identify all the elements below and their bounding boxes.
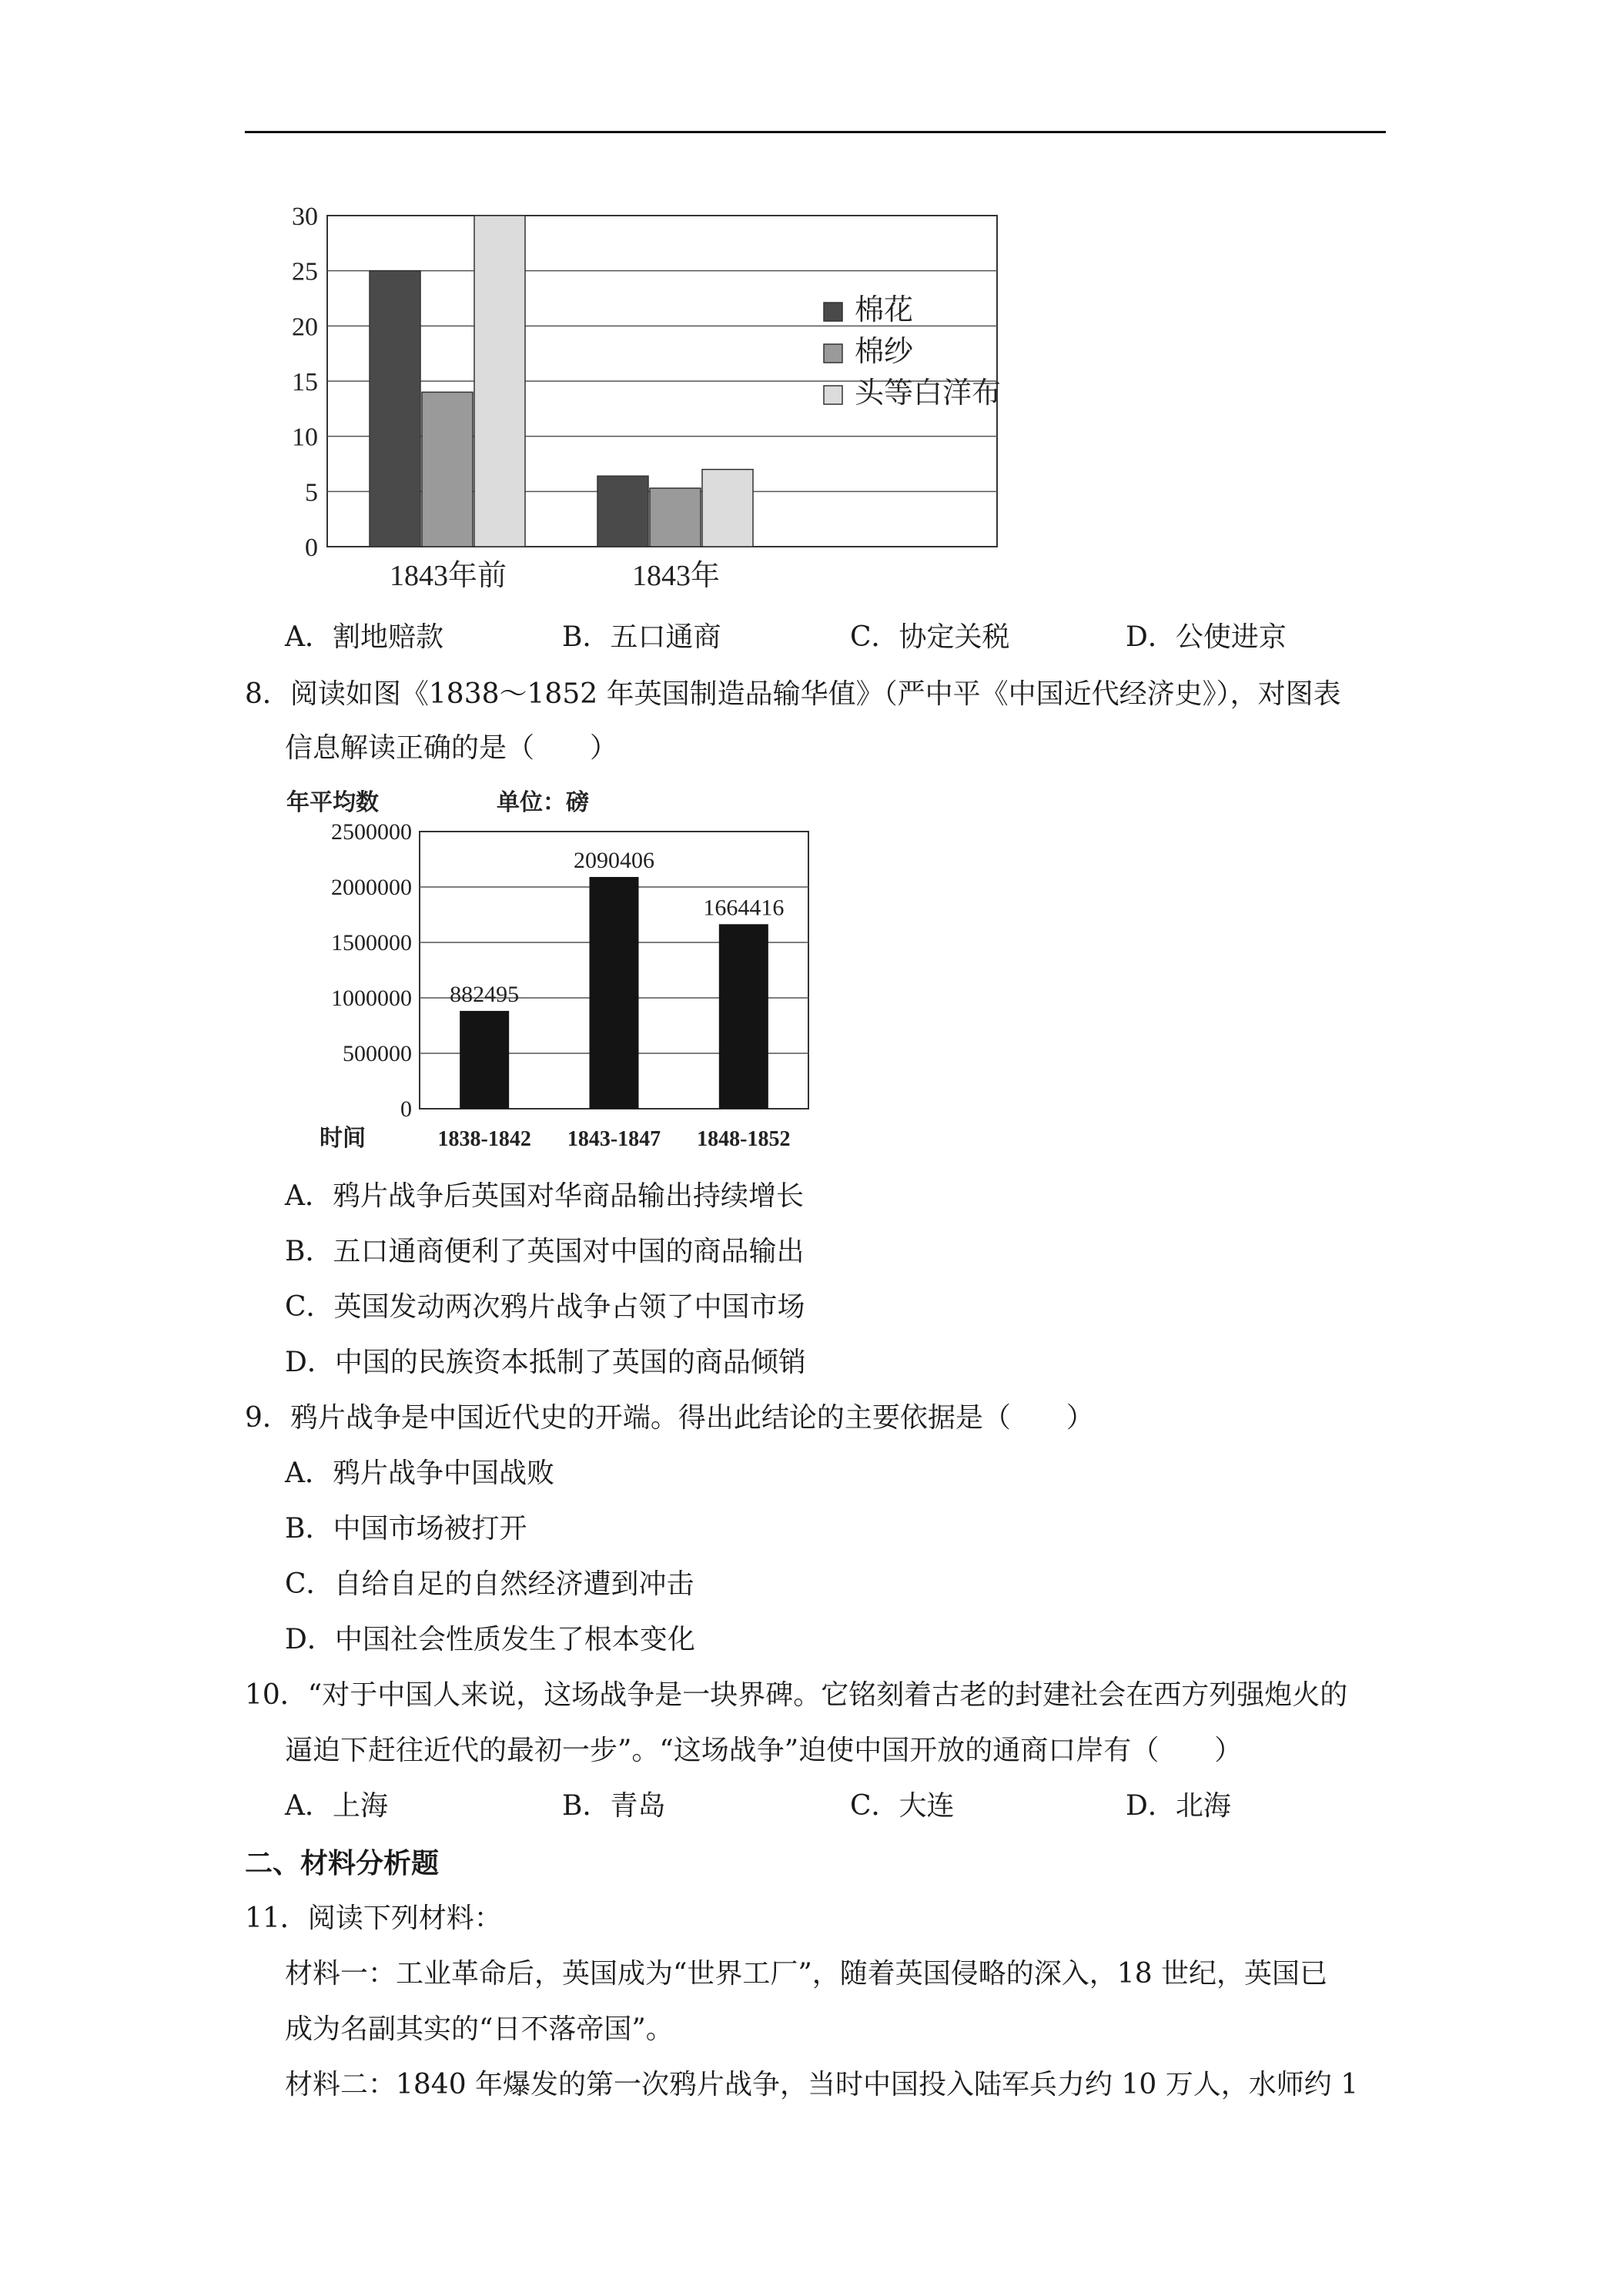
q7-option-a: A．割地赔款	[285, 621, 443, 653]
bar	[590, 877, 639, 1109]
x-tick-label: 1843年	[631, 560, 721, 592]
bar-头等白洋布	[474, 216, 525, 547]
y-tick-label: 1500000	[331, 930, 412, 956]
q10-option-b: B．青岛	[562, 1790, 666, 1822]
legend-swatch	[824, 344, 842, 363]
bar-棉纱	[422, 392, 473, 547]
legend-label: 棉花	[855, 294, 914, 326]
q9-option-c: C．自给自足的自然经济遭到冲击	[285, 1568, 694, 1600]
y-tick-label: 5	[305, 478, 318, 507]
q8-option-a: A．鸦片战争后英国对华商品输出持续增长	[285, 1180, 804, 1212]
q8-stem-line2: 信息解读正确的是（ ）	[285, 732, 618, 764]
y-tick-label: 500000	[343, 1041, 412, 1066]
legend-label: 头等白洋布	[855, 377, 1002, 410]
q9-option-a: A．鸦片战争中国战败	[285, 1458, 554, 1489]
y-tick-label: 2000000	[331, 875, 412, 900]
british-exports-bar-chart	[285, 785, 824, 1163]
x-tick-label: 1838-1842	[437, 1127, 531, 1151]
q10-stem-line2: 逼迫下赶往近代的最初一步”。“这场战争”迫使中国开放的通商口岸有（ ）	[285, 1735, 1243, 1766]
y-tick-label: 25	[292, 257, 318, 286]
y-tick-label: 15	[292, 368, 318, 397]
q10-option-c: C．大连	[850, 1790, 955, 1822]
bar-棉花	[597, 476, 648, 547]
bar-棉纱	[650, 488, 701, 547]
q10-option-d: D．北海	[1126, 1790, 1231, 1822]
q10-option-a: A．上海	[285, 1790, 388, 1822]
y-tick-label: 0	[400, 1096, 412, 1122]
q9-option-d: D．中国社会性质发生了根本变化	[285, 1624, 695, 1655]
q8-option-c: C．英国发动两次鸦片战争占领了中国市场	[285, 1291, 805, 1323]
y-tick-label: 0	[305, 534, 318, 562]
q11-material1-line1: 材料一：工业革命后，英国成为“世界工厂”，随着英国侵略的深入，18 世纪，英国已	[285, 1958, 1328, 1990]
q8-option-d: D．中国的民族资本抵制了英国的商品倾销	[285, 1347, 806, 1378]
q8-option-b: B．五口通商便利了英国对中国的商品输出	[285, 1236, 805, 1267]
section-title: 二、材料分析题	[245, 1847, 440, 1879]
x-tick-label: 1848-1852	[697, 1127, 791, 1151]
cotton-import-bar-chart	[262, 196, 1047, 604]
q7-option-b: B．五口通商	[562, 621, 721, 653]
unit-label: 单位：磅	[497, 790, 589, 815]
legend-label: 棉纱	[855, 336, 914, 368]
q7-option-c: C．协定关税	[850, 621, 1010, 653]
data-label: 882495	[450, 981, 520, 1007]
q9-option-b: B．中国市场被打开	[285, 1513, 527, 1545]
y-tick-label: 1000000	[331, 986, 412, 1011]
y-tick-label: 10	[292, 423, 318, 452]
q11-material1-line2: 成为名副其实的“日不落帝国”。	[285, 2013, 674, 2045]
x-axis-label: 时间	[320, 1126, 366, 1151]
q7-option-d: D．公使进京	[1126, 621, 1287, 653]
y-axis-label: 年平均数	[286, 790, 379, 815]
legend-swatch	[824, 386, 842, 404]
header-rule	[245, 131, 1386, 133]
bar	[460, 1011, 509, 1109]
legend-swatch	[824, 303, 842, 321]
bar	[719, 924, 768, 1109]
data-label: 1664416	[703, 895, 785, 921]
q11-stem: 11．阅读下列材料：	[245, 1903, 502, 1934]
y-tick-label: 2500000	[331, 819, 412, 845]
q8-stem-line1: 8．阅读如图《1838～1852 年英国制造品输华值》（严中平《中国近代经济史》），对图表	[245, 678, 1341, 710]
y-tick-label: 30	[292, 202, 318, 231]
q10-stem-line1: 10．“对于中国人来说，这场战争是一块界碑。它铭刻着古老的封建社会在西方列强炮火的	[245, 1679, 1348, 1711]
q9-stem: 9．鸦片战争是中国近代史的开端。得出此结论的主要依据是（ ）	[245, 1402, 1094, 1434]
bar-棉花	[370, 271, 420, 547]
x-tick-label: 1843-1847	[567, 1127, 661, 1151]
x-tick-label: 1843年前	[389, 560, 507, 592]
y-tick-label: 20	[292, 313, 318, 342]
q11-material2-line1: 材料二：1840 年爆发的第一次鸦片战争，当时中国投入陆军兵力约 10 万人，水师约 1	[285, 2069, 1359, 2100]
data-label: 2090406	[574, 847, 654, 873]
bar-头等白洋布	[702, 470, 753, 547]
